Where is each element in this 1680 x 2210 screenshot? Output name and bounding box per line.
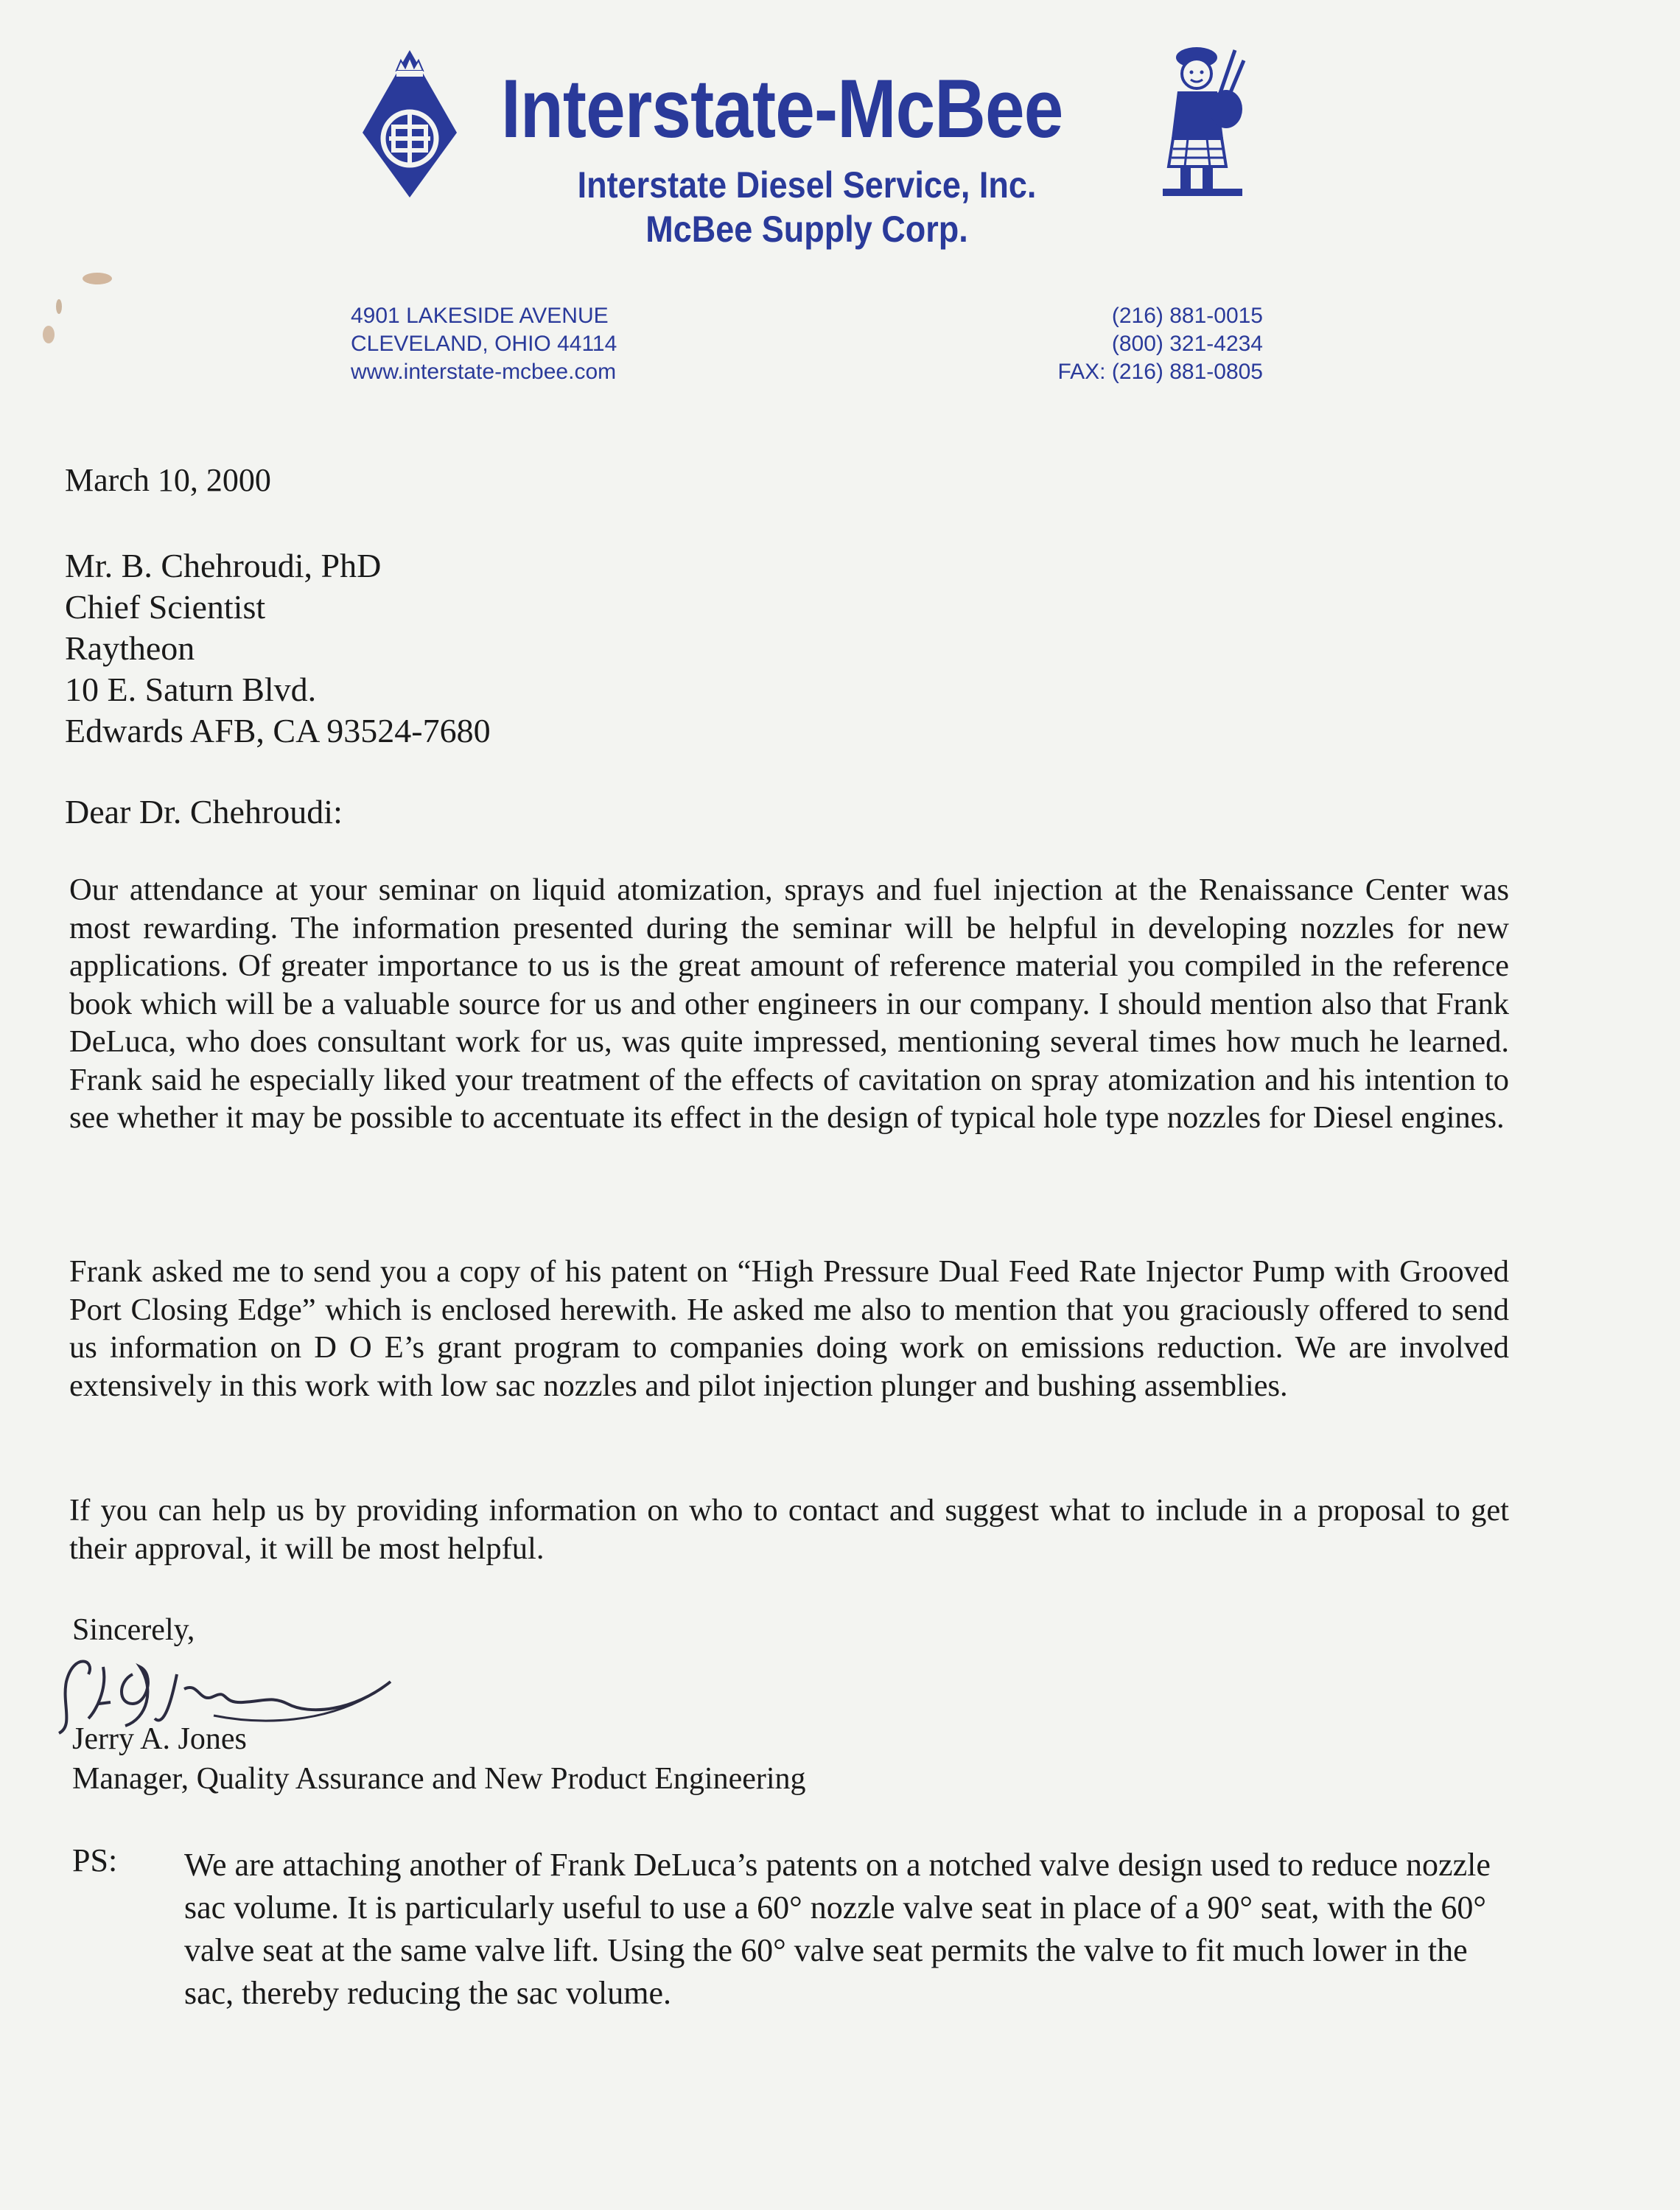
letter-date: March 10, 2000 [65,462,271,498]
company-name: Interstate-McBee [501,63,1063,155]
recipient-street: 10 E. Saturn Blvd. [65,671,317,708]
paper-stain-smudge [29,262,118,351]
recipient-block [65,545,491,752]
company-phones [1057,302,1263,386]
phone-2: (800) 321-4234 [1111,332,1263,356]
diamond-cross-crown-logo-icon [360,44,460,200]
recipient-company: Raytheon [65,629,195,667]
ps-text: We are attaching another of Frank DeLuca’s patents on a notched valve design used to reduce nozzle sac volume. It is particularly useful to use a 60° nozzle valve seat in place of a 90° seat, with the 60° valve seat at the same valve lift. Using the 60° valve seat permits the valve to fit much lower in the sac, thereby reducing the sac volume. [184,1847,1491,2011]
recipient-city: Edwards AFB, CA 93524-7680 [65,712,491,749]
salutation: Dear Dr. Chehroudi: [65,793,343,831]
company-address [351,302,617,386]
recipient-name: Mr. B. Chehroudi, PhD [65,547,382,584]
body-paragraph-3: If you can help us by providing information on who to contact and suggest what to include in a proposal to get their approval, it will be most helpful. [69,1493,1509,1566]
signer-name: Jerry A. Jones [72,1722,247,1756]
address-street: 4901 LAKESIDE AVENUE [351,304,609,328]
recipient-title: Chief Scientist [65,588,266,626]
signer-title: Manager, Quality Assurance and New Product Engineering [72,1762,806,1796]
fax-number: FAX: (216) 881-0805 [1057,360,1263,384]
company-website: www.interstate-mcbee.com [351,360,617,384]
body-paragraph-2: Frank asked me to send you a copy of his patent on “High Pressure Dual Feed Rate Injector Pump with Grooved Port Closing Edge” which is enclosed herewith. He asked me also to mention that you graciously offered to send us information on D O E’s grant program to companies doing work on emissions reduction. We are involved extensively in this work with low sac nozzles and pilot injection plunger and bushing assemblies. [69,1254,1509,1403]
body-paragraph-1: Our attendance at your seminar on liquid atomization, sprays and fuel injection at the Renaissance Center was most rewarding. The information presented during the seminar will be helpful in developing nozzles for new applications. Of greater importance to us is the great amount of reference material you compiled in the reference book which will be a valuable source for us and other engineers in our company. I should mention also that Frank DeLuca, who does consultant work for us, was quite impressed, mentioning several times how much he learned. Frank said he especially liked your treatment of the effects of cavitation on spray atomization and his intention to see whether it may be possible to accentuate its effect in the design of typical hole type nozzles for Diesel engines. [69,873,1509,1135]
phone-1: (216) 881-0015 [1111,304,1263,328]
closing: Sincerely, [72,1613,195,1647]
bagpiper-mascot-icon [1158,35,1247,200]
ps-label: PS: [72,1842,118,1878]
subsidiary-name-1: Interstate Diesel Service, Inc. [577,164,1037,206]
subsidiary-name-2: McBee Supply Corp. [645,209,968,250]
address-city: CLEVELAND, OHIO 44114 [351,332,617,356]
